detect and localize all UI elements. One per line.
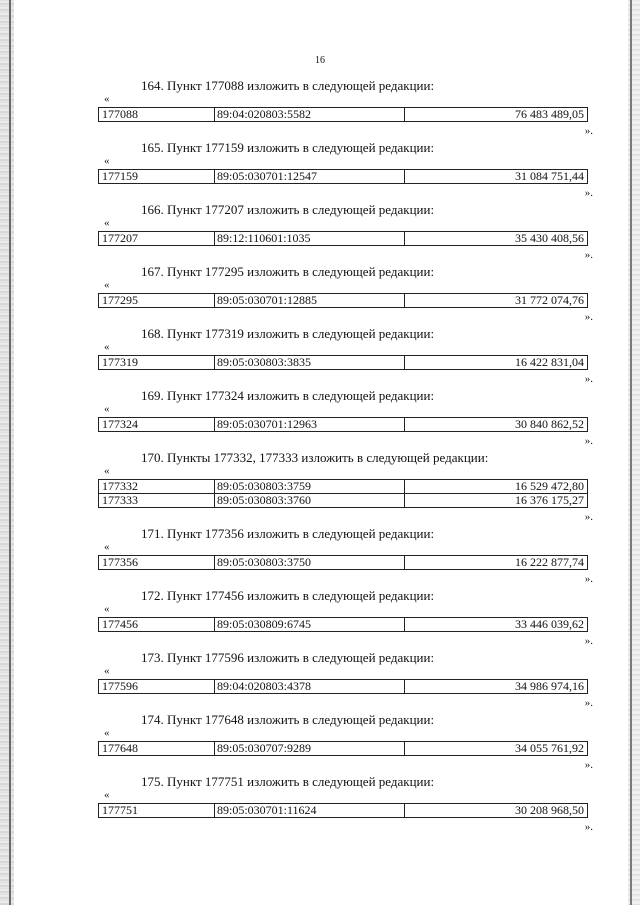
closing-quote: ». (584, 435, 593, 447)
cadastral-number-cell: 89:05:030803:3835 (217, 355, 312, 369)
opening-quote: « (104, 403, 110, 415)
table-row (98, 417, 588, 432)
column-divider (214, 480, 215, 493)
column-divider (214, 294, 215, 307)
column-divider (214, 804, 215, 817)
amendment-heading: 169. Пункт 177324 изложить в следующей редакции: (141, 388, 435, 403)
cadastral-number-cell: 89:04:020803:4378 (217, 679, 312, 693)
value-cell: 31 084 751,44 (515, 169, 584, 183)
amendment-table (98, 617, 588, 632)
cadastral-number-cell: 89:05:030701:12547 (217, 169, 318, 183)
table-row (98, 803, 588, 818)
opening-quote: « (104, 789, 110, 801)
column-divider (214, 108, 215, 121)
amendment-table (98, 417, 588, 432)
column-divider (404, 804, 405, 817)
item-number-cell: 177356 (102, 555, 138, 569)
amendment-item (0, 202, 640, 264)
amendment-table (98, 231, 588, 246)
column-divider (214, 356, 215, 369)
closing-quote: ». (584, 759, 593, 771)
amendment-table (98, 679, 588, 694)
table-row (98, 479, 588, 494)
value-cell: 16 529 472,80 (515, 479, 584, 493)
table-row (98, 617, 588, 632)
table-row (98, 293, 588, 308)
column-divider (214, 680, 215, 693)
value-cell: 35 430 408,56 (515, 231, 584, 245)
amendment-item (0, 326, 640, 388)
cadastral-number-cell: 89:05:030803:3759 (217, 479, 312, 493)
item-number-cell: 177332 (102, 479, 138, 493)
amendment-heading: 166. Пункт 177207 изложить в следующей редакции: (141, 202, 435, 217)
document-body (0, 78, 640, 836)
closing-quote: ». (584, 511, 593, 523)
column-divider (404, 742, 405, 755)
cadastral-number-cell: 89:05:030809:6745 (217, 617, 312, 631)
item-number-cell: 177456 (102, 617, 138, 631)
closing-quote: ». (584, 311, 593, 323)
amendment-heading: 167. Пункт 177295 изложить в следующей редакции: (141, 264, 435, 279)
amendment-heading: 171. Пункт 177356 изложить в следующей редакции: (141, 526, 435, 541)
opening-quote: « (104, 217, 110, 229)
value-cell: 30 840 862,52 (515, 417, 584, 431)
amendment-item (0, 264, 640, 326)
value-cell: 31 772 074,76 (515, 293, 584, 307)
amendment-heading: 174. Пункт 177648 изложить в следующей редакции: (141, 712, 435, 727)
item-number-cell: 177596 (102, 679, 138, 693)
closing-quote: ». (584, 125, 593, 137)
amendment-item (0, 388, 640, 450)
amendment-heading: 170. Пункты 177332, 177333 изложить в следующей редакции: (141, 450, 489, 465)
column-divider (404, 170, 405, 183)
column-divider (214, 170, 215, 183)
amendment-item (0, 450, 640, 526)
opening-quote: « (104, 603, 110, 615)
amendment-table (98, 555, 588, 570)
amendment-item (0, 650, 640, 712)
opening-quote: « (104, 541, 110, 553)
item-number-cell: 177088 (102, 107, 138, 121)
amendment-table (98, 107, 588, 122)
column-divider (404, 480, 405, 493)
item-number-cell: 177648 (102, 741, 138, 755)
closing-quote: ». (584, 635, 593, 647)
cadastral-number-cell: 89:05:030803:3750 (217, 555, 312, 569)
column-divider (404, 680, 405, 693)
cadastral-number-cell: 89:05:030803:3760 (217, 493, 312, 507)
value-cell: 16 422 831,04 (515, 355, 584, 369)
column-divider (404, 418, 405, 431)
amendment-heading: 175. Пункт 177751 изложить в следующей редакции: (141, 774, 435, 789)
amendment-table (98, 479, 588, 508)
opening-quote: « (104, 93, 110, 105)
amendment-item (0, 774, 640, 836)
page-number: 16 (315, 55, 325, 66)
item-number-cell: 177159 (102, 169, 138, 183)
closing-quote: ». (584, 373, 593, 385)
item-number-cell: 177333 (102, 493, 138, 507)
opening-quote: « (104, 341, 110, 353)
amendment-heading: 165. Пункт 177159 изложить в следующей редакции: (141, 140, 435, 155)
closing-quote: ». (584, 573, 593, 585)
amendment-item (0, 526, 640, 588)
value-cell: 34 055 761,92 (515, 741, 584, 755)
item-number-cell: 177319 (102, 355, 138, 369)
amendment-table (98, 355, 588, 370)
column-divider (404, 232, 405, 245)
column-divider (214, 742, 215, 755)
table-row (98, 679, 588, 694)
column-divider (404, 108, 405, 121)
opening-quote: « (104, 279, 110, 291)
table-row (98, 169, 588, 184)
item-number-cell: 177295 (102, 293, 138, 307)
value-cell: 16 376 175,27 (515, 493, 584, 507)
column-divider (404, 618, 405, 631)
column-divider (404, 556, 405, 569)
value-cell: 76 483 489,05 (515, 107, 584, 121)
column-divider (214, 494, 215, 507)
cadastral-number-cell: 89:05:030701:12963 (217, 417, 318, 431)
amendment-item (0, 140, 640, 202)
cadastral-number-cell: 89:05:030701:11624 (217, 803, 317, 817)
table-row (98, 494, 588, 508)
table-row (98, 555, 588, 570)
column-divider (214, 232, 215, 245)
amendment-heading: 164. Пункт 177088 изложить в следующей редакции: (141, 78, 435, 93)
amendment-table (98, 169, 588, 184)
amendment-heading: 168. Пункт 177319 изложить в следующей редакции: (141, 326, 435, 341)
closing-quote: ». (584, 249, 593, 261)
amendment-table (98, 803, 588, 818)
closing-quote: ». (584, 697, 593, 709)
amendment-table (98, 741, 588, 756)
opening-quote: « (104, 665, 110, 677)
value-cell: 16 222 877,74 (515, 555, 584, 569)
value-cell: 33 446 039,62 (515, 617, 584, 631)
amendment-heading: 172. Пункт 177456 изложить в следующей редакции: (141, 588, 435, 603)
value-cell: 34 986 974,16 (515, 679, 584, 693)
amendment-item (0, 588, 640, 650)
amendment-item (0, 78, 640, 140)
closing-quote: ». (584, 821, 593, 833)
column-divider (214, 556, 215, 569)
column-divider (404, 356, 405, 369)
opening-quote: « (104, 155, 110, 167)
table-row (98, 107, 588, 122)
cadastral-number-cell: 89:12:110601:1035 (217, 231, 311, 245)
cadastral-number-cell: 89:04:020803:5582 (217, 107, 312, 121)
closing-quote: ». (584, 187, 593, 199)
opening-quote: « (104, 727, 110, 739)
column-divider (404, 494, 405, 507)
table-row (98, 355, 588, 370)
value-cell: 30 208 968,50 (515, 803, 584, 817)
table-row (98, 741, 588, 756)
opening-quote: « (104, 465, 110, 477)
item-number-cell: 177751 (102, 803, 138, 817)
amendment-heading: 173. Пункт 177596 изложить в следующей редакции: (141, 650, 435, 665)
table-row (98, 231, 588, 246)
column-divider (214, 418, 215, 431)
cadastral-number-cell: 89:05:030707:9289 (217, 741, 312, 755)
item-number-cell: 177324 (102, 417, 138, 431)
cadastral-number-cell: 89:05:030701:12885 (217, 293, 318, 307)
item-number-cell: 177207 (102, 231, 138, 245)
amendment-table (98, 293, 588, 308)
column-divider (214, 618, 215, 631)
amendment-item (0, 712, 640, 774)
column-divider (404, 294, 405, 307)
